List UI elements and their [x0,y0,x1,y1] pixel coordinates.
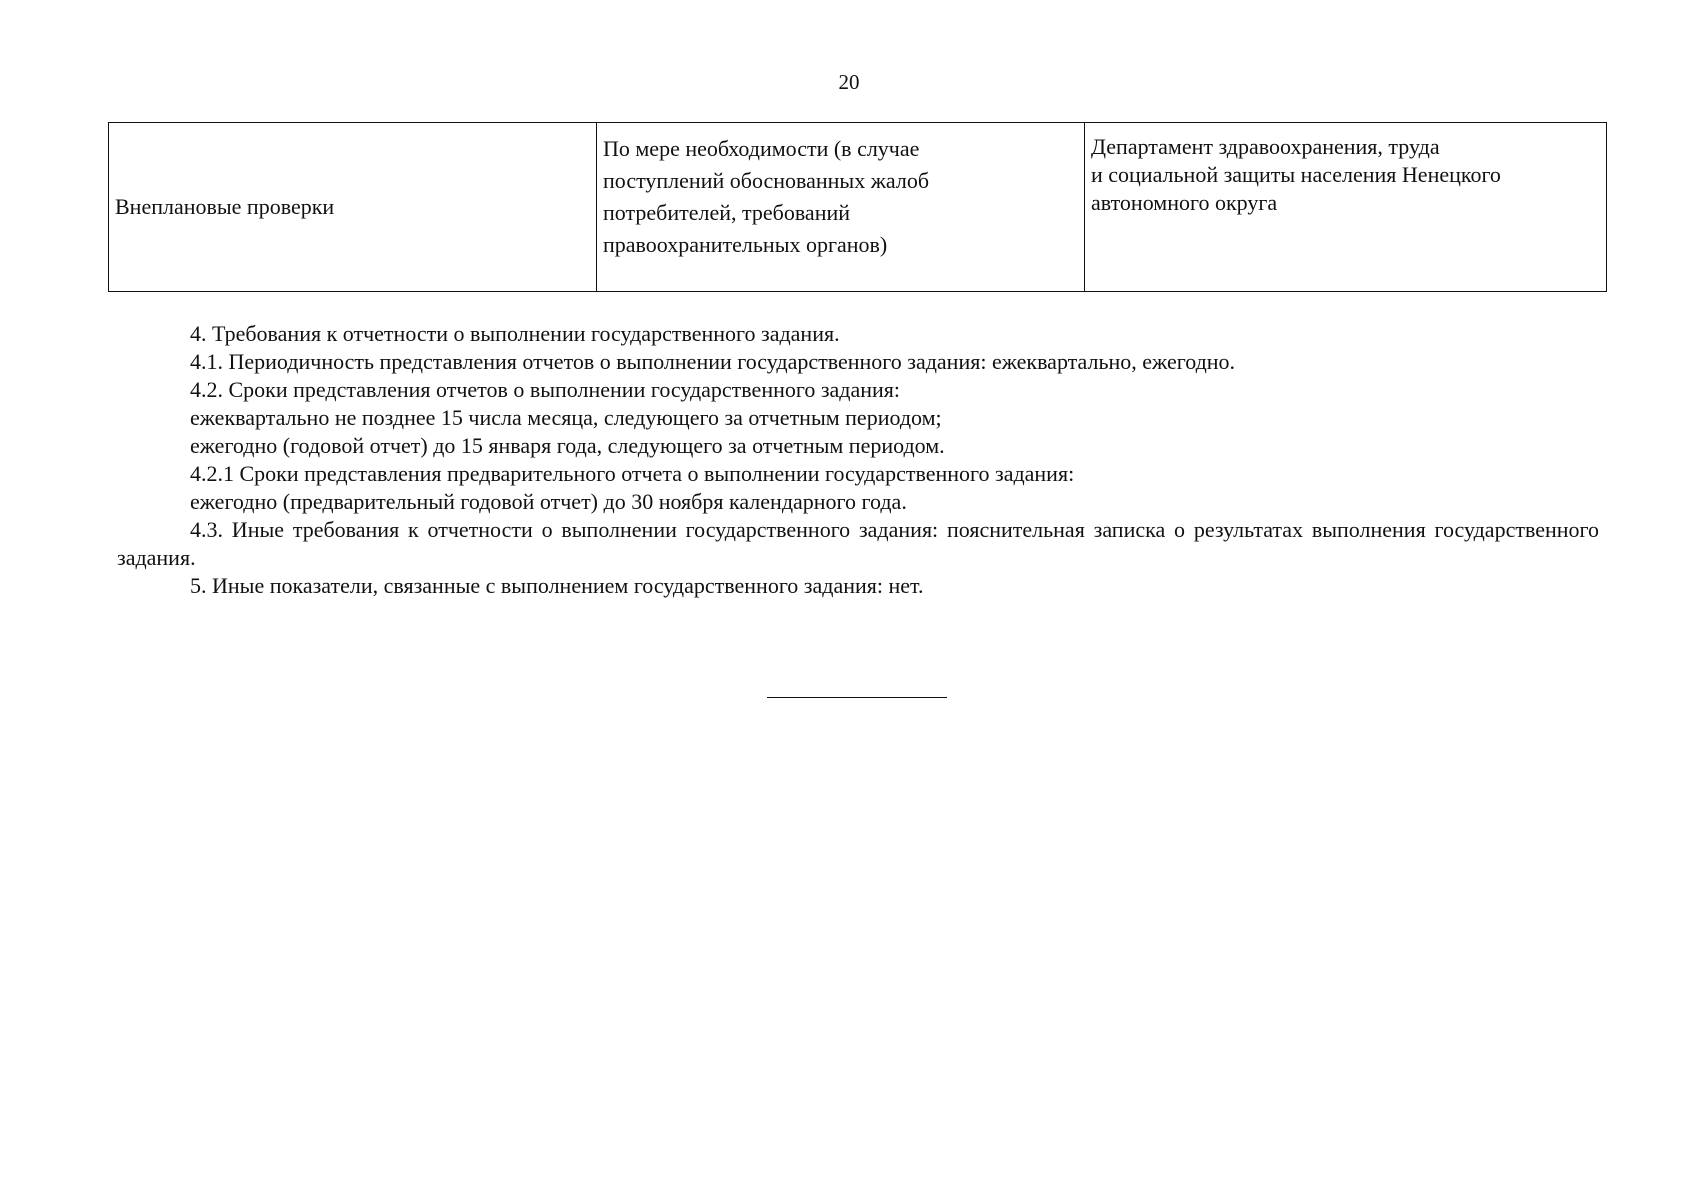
section-4-2-quarterly: ежеквартально не позднее 15 числа месяца, следующего за отчетным периодом; [190,405,942,430]
authority-line: автономного округа [1091,190,1278,215]
authority-cell [1085,123,1607,292]
frequency-cell [597,123,1085,292]
frequency-line: правоохранительных органов) [603,232,888,257]
control-table [108,122,1607,292]
frequency-line: По мере необходимости (в случае [603,136,920,161]
section-4-2-1: 4.2.1 Сроки представления предварительного отчета о выполнении государственного задания: [190,461,1075,486]
section-4-heading: 4. Требования к отчетности о выполнении государственного задания. [190,321,840,346]
section-5: 5. Иные показатели, связанные с выполнением государственного задания: нет. [190,573,924,598]
section-4-3: 4.3. Иные требования к отчетности о выполнении государственного задания: пояснительная записка о результатах выполнения государственного задания. [117,517,1599,570]
page-number: 20 [838,70,860,94]
table-row [109,123,1607,292]
frequency-line: потребителей, требований [603,200,851,225]
control-form-text: Внеплановые проверки [115,194,335,219]
end-divider [767,697,947,698]
reporting-requirements [117,320,1599,600]
frequency-line: поступлений обоснованных жалоб [603,168,930,193]
section-4-2-1-yearly: ежегодно (предварительный годовой отчет) до 30 ноября календарного года. [190,489,907,514]
authority-line: и социальной защиты населения Ненецкого [1091,162,1501,187]
section-4-2: 4.2. Сроки представления отчетов о выполнении государственного задания: [190,377,901,402]
control-form-cell [109,123,597,292]
authority-line: Департамент здравоохранения, труда [1091,134,1440,159]
section-4-2-yearly: ежегодно (годовой отчет) до 15 января года, следующего за отчетным периодом. [190,433,945,458]
section-4-1: 4.1. Периодичность представления отчетов о выполнении государственного задания: ежеквартально, ежегодно. [190,349,1236,374]
